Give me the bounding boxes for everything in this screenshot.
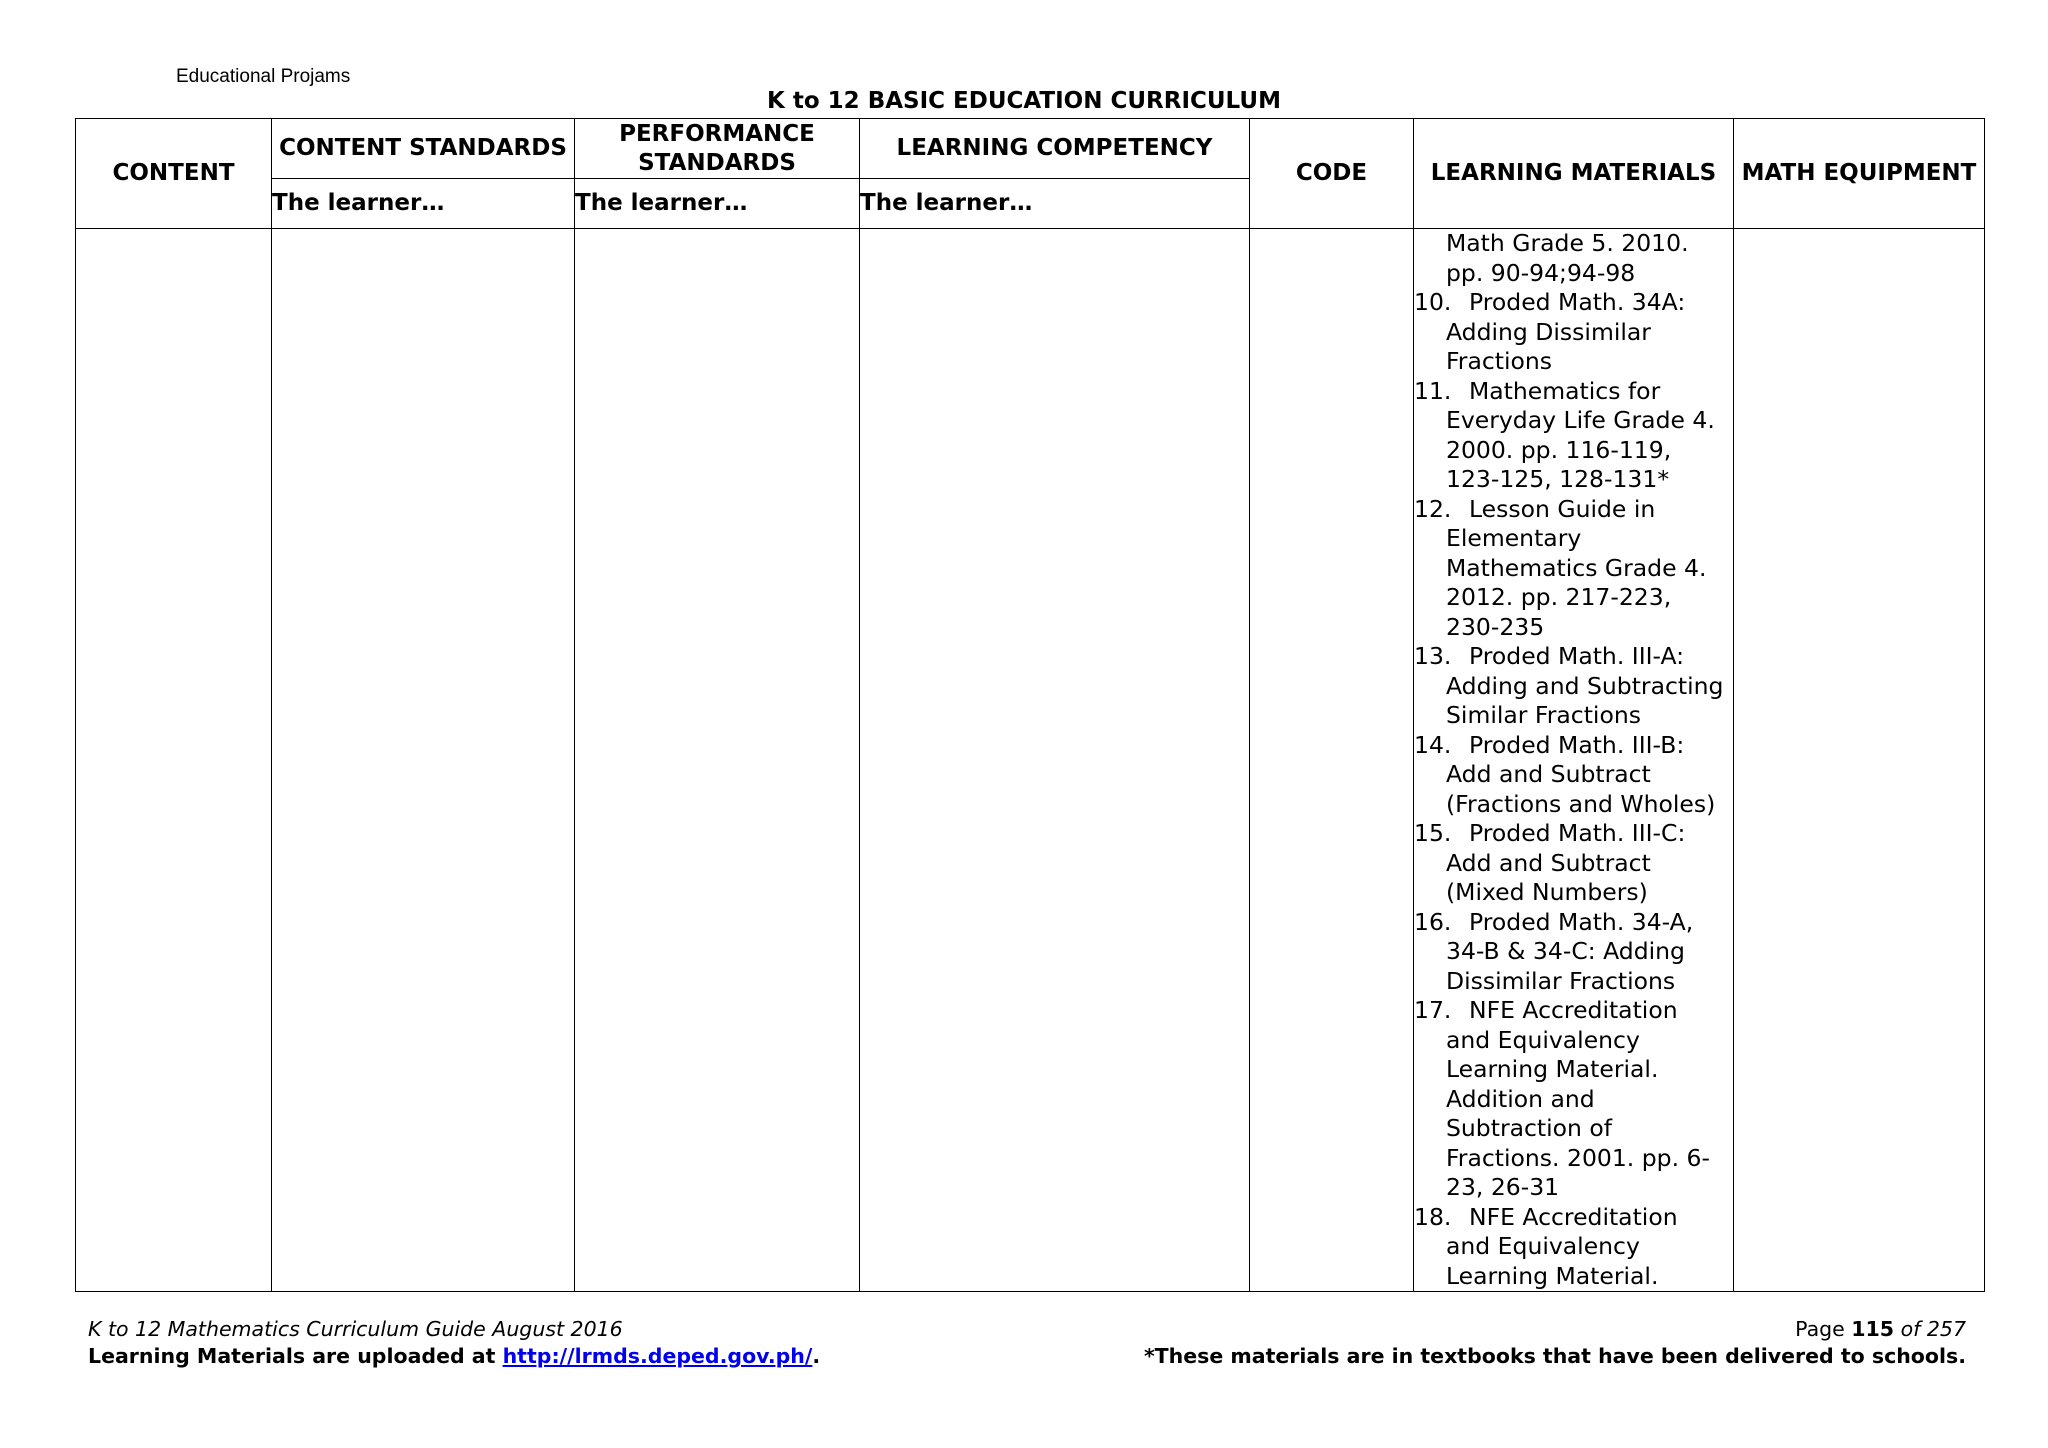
materials-item-line: Similar Fractions (1446, 701, 1641, 729)
materials-item-text (1446, 494, 1707, 643)
materials-list (1414, 229, 1733, 1291)
materials-item-text (1446, 642, 1724, 731)
materials-item-line: Fractions (1446, 347, 1553, 375)
header-performance-standards: PERFORMANCE STANDARDS (575, 119, 860, 179)
materials-item-number: 15. (1414, 819, 1452, 847)
materials-item-number: 10. (1414, 288, 1452, 316)
materials-item-line: Elementary (1446, 524, 1582, 552)
materials-item-line: Adding Dissimilar (1446, 317, 1651, 346)
footer-upload-prefix: Learning Materials are uploaded at (88, 1344, 503, 1368)
materials-item-number: 14. (1414, 730, 1452, 759)
materials-continuation-line: Math Grade 5. 2010. (1446, 229, 1689, 257)
body-row (76, 229, 1985, 1292)
materials-list-item (1414, 642, 1733, 731)
materials-item-line: 230-235 (1446, 612, 1545, 641)
materials-item-line: Adding and Subtracting (1446, 671, 1724, 700)
materials-item-text (1446, 907, 1694, 997)
materials-item-text (1446, 996, 1710, 1203)
materials-item-line: NFE Accreditation (1469, 1202, 1678, 1231)
cell-content-standards (272, 229, 575, 1292)
cell-code (1250, 229, 1414, 1292)
page-number: 115 (1851, 1317, 1895, 1341)
curriculum-table (75, 118, 1985, 1292)
materials-list-item (1414, 908, 1733, 997)
footer-upload-note (88, 1343, 820, 1370)
footer-right (1144, 1316, 1966, 1370)
materials-item-line: Proded Math. III-A: (1469, 642, 1685, 670)
materials-item-line: Proded Math. 34A: (1469, 288, 1686, 316)
materials-item-line: 23, 26-31 (1446, 1173, 1560, 1201)
materials-list-item (1414, 1203, 1733, 1292)
materials-item-line: 2012. pp. 217-223, (1446, 583, 1672, 611)
materials-item-line: NFE Accreditation (1469, 996, 1678, 1024)
materials-item-line: Everyday Life Grade 4. (1446, 406, 1715, 434)
cell-learning-competency (860, 229, 1250, 1292)
page-total: of 257 (1894, 1317, 1966, 1341)
subheader-learner: The learner… (272, 179, 575, 229)
materials-item-line: Add and Subtract (1446, 760, 1651, 788)
page-label: Page (1795, 1317, 1852, 1341)
subheader-learner: The learner… (860, 179, 1250, 229)
materials-list-item (1414, 495, 1733, 643)
materials-item-text (1446, 288, 1686, 377)
cell-content (76, 229, 272, 1292)
materials-item-text (1446, 819, 1686, 908)
materials-item-number: 12. (1414, 494, 1452, 523)
materials-item-line: Fractions. 2001. pp. 6- (1446, 1143, 1710, 1172)
header-learning-competency: LEARNING COMPETENCY (860, 119, 1250, 179)
materials-item-line: Addition and (1446, 1084, 1595, 1113)
materials-item-number: 17. (1414, 996, 1452, 1024)
materials-list-item (1414, 731, 1733, 820)
materials-item-line: Learning Material. (1446, 1261, 1659, 1290)
cell-learning-materials (1414, 229, 1734, 1292)
footer-guide: K to 12 Mathematics Curriculum Guide August 2016 (88, 1317, 623, 1341)
header-learning-materials: LEARNING MATERIALS (1414, 119, 1734, 229)
subheader-learner: The learner… (575, 179, 860, 229)
materials-item-number: 16. (1414, 907, 1452, 936)
materials-item-number: 11. (1414, 376, 1452, 405)
materials-item-line: 34-B & 34-C: Adding (1446, 937, 1685, 965)
materials-list-item (1414, 996, 1733, 1203)
materials-item-line: Proded Math. III-C: (1469, 819, 1686, 847)
materials-item-line: Mathematics Grade 4. (1446, 553, 1707, 582)
materials-list-item (1414, 377, 1733, 495)
footer-left (88, 1316, 820, 1370)
cell-math-equipment (1734, 229, 1985, 1292)
materials-item-line: Mathematics for (1469, 376, 1661, 405)
header-content: CONTENT (76, 119, 272, 229)
cell-performance-standards (575, 229, 860, 1292)
materials-list-item (1414, 819, 1733, 908)
header-content-standards: CONTENT STANDARDS (272, 119, 575, 179)
watermark-text: Educational Projams (176, 66, 351, 87)
materials-item-line: (Mixed Numbers) (1446, 878, 1648, 906)
materials-item-text (1446, 376, 1715, 495)
footer-upload-suffix: . (812, 1344, 821, 1368)
materials-item-line: Learning Material. (1446, 1055, 1659, 1083)
header-row (76, 119, 1985, 179)
materials-item-line: (Fractions and Wholes) (1446, 789, 1716, 818)
header-math-equipment: MATH EQUIPMENT (1734, 119, 1985, 229)
materials-item-line: and Equivalency (1446, 1025, 1640, 1054)
page-indicator (1144, 1316, 1966, 1343)
materials-item-line: 123-125, 128-131* (1446, 465, 1670, 493)
materials-item-line: 2000. pp. 116-119, (1446, 435, 1672, 464)
materials-item-line: Dissimilar Fractions (1446, 966, 1676, 995)
materials-item-line: and Equivalency (1446, 1232, 1640, 1260)
materials-list-item (1414, 288, 1733, 377)
footer-textbook-note: *These materials are in textbooks that have been delivered to schools. (1143, 1344, 1966, 1368)
materials-item-line: Proded Math. III-B: (1469, 730, 1685, 759)
lrmds-link[interactable]: http://lrmds.deped.gov.ph/ (502, 1344, 813, 1368)
document-title: K to 12 BASIC EDUCATION CURRICULUM (767, 88, 1281, 114)
materials-item-number: 13. (1414, 642, 1452, 670)
materials-item-text (1446, 1202, 1678, 1292)
materials-item-number: 18. (1414, 1202, 1452, 1231)
materials-continuation-line: pp. 90-94;94-98 (1446, 258, 1636, 287)
materials-item-line: Subtraction of (1446, 1114, 1613, 1142)
materials-item-line: Proded Math. 34-A, (1469, 907, 1694, 936)
materials-item-line: Add and Subtract (1446, 848, 1651, 877)
header-code: CODE (1250, 119, 1414, 229)
materials-item-line: Lesson Guide in (1469, 494, 1656, 523)
materials-item-text (1446, 730, 1716, 820)
